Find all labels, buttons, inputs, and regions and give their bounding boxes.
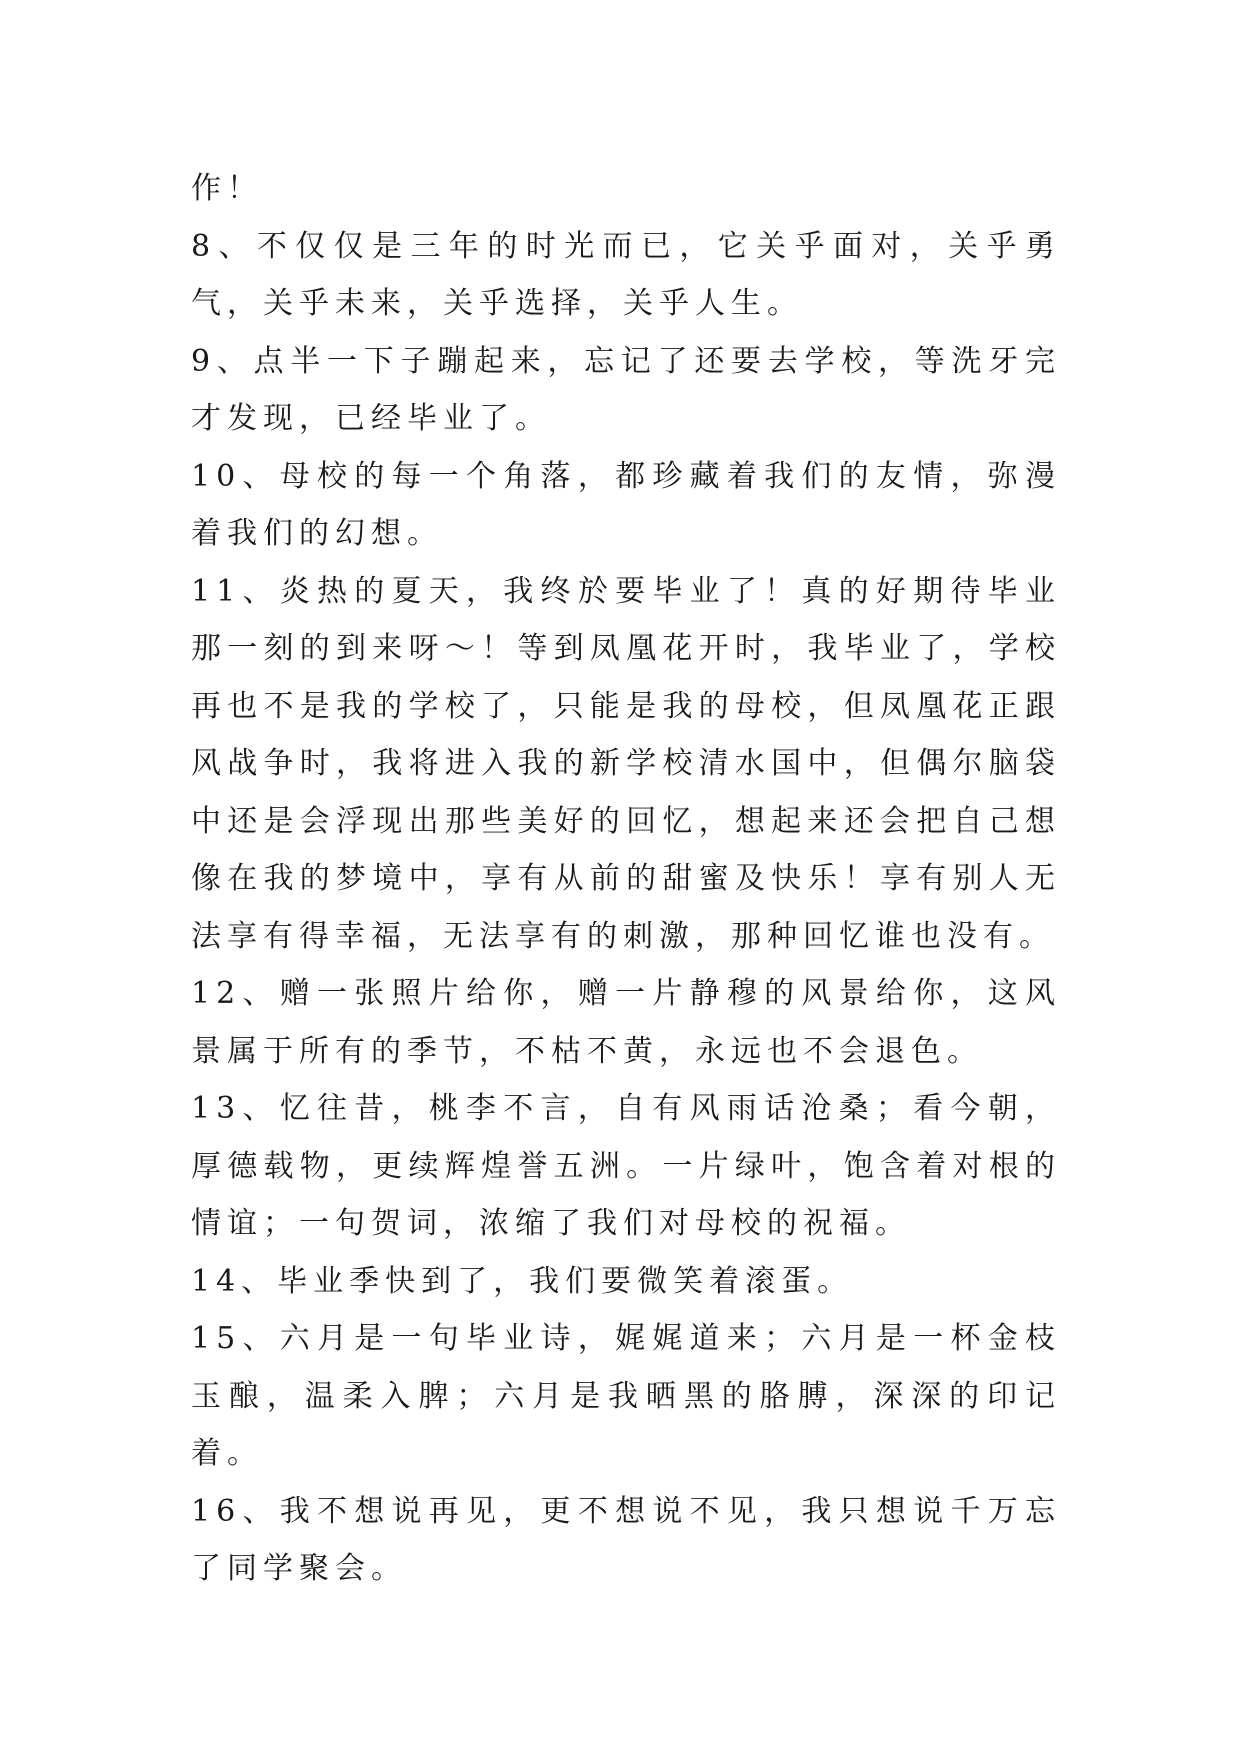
paragraph-item-16: 16、我不想说再见，更不想说不见，我只想说千万忘了同学聚会。 [191, 1493, 1061, 1586]
paragraph-item-11: 11、炎热的夏天，我终於要毕业了！真的好期待毕业那一刻的到来呀～！等到凤凰花开时，我毕业了，学校再也不是我的学校了，只能是我的母校，但凤凰花正跟风战争时，我将进入我的新学校清水国中，但偶尔脑袋中还是会浮现出那些美好的回忆，想起来还会把自己想像在我的梦境中，享有从前的甜蜜及快乐！享有别人无法享有得幸福，无法享有的刺激，那种回忆谁也没有。 [191, 573, 1061, 954]
paragraph-item-12: 12、赠一张照片给你，赠一片静穆的风景给你，这风景属于所有的季节，不枯不黄，永远也不会退色。 [191, 976, 1061, 1069]
paragraph-item-10: 10、母校的每一个角落，都珍藏着我们的友情，弥漫着我们的幻想。 [191, 458, 1061, 551]
paragraph-item-9: 9、点半一下子蹦起来，忘记了还要去学校，等洗牙完才发现，已经毕业了。 [191, 343, 1061, 436]
paragraph-continuation: 作！ [191, 171, 263, 206]
paragraph-item-13: 13、忆往昔，桃李不言，自有风雨话沧桑；看今朝，厚德载物，更续辉煌誉五洲。一片绿叶，饱含着对根的情谊；一句贺词，浓缩了我们对母校的祝福。 [191, 1091, 1061, 1241]
document-body [191, 160, 1061, 1598]
paragraph-item-15: 15、六月是一句毕业诗，娓娓道来；六月是一杯金枝玉酿，温柔入脾；六月是我晒黑的胳膊，深深的印记着。 [191, 1321, 1061, 1471]
paragraph-item-8: 8、不仅仅是三年的时光而已，它关乎面对，关乎勇气，关乎未来，关乎选择，关乎人生。 [191, 228, 1061, 321]
paragraph-item-14: 14、毕业季快到了，我们要微笑着滚蛋。 [191, 1263, 854, 1299]
